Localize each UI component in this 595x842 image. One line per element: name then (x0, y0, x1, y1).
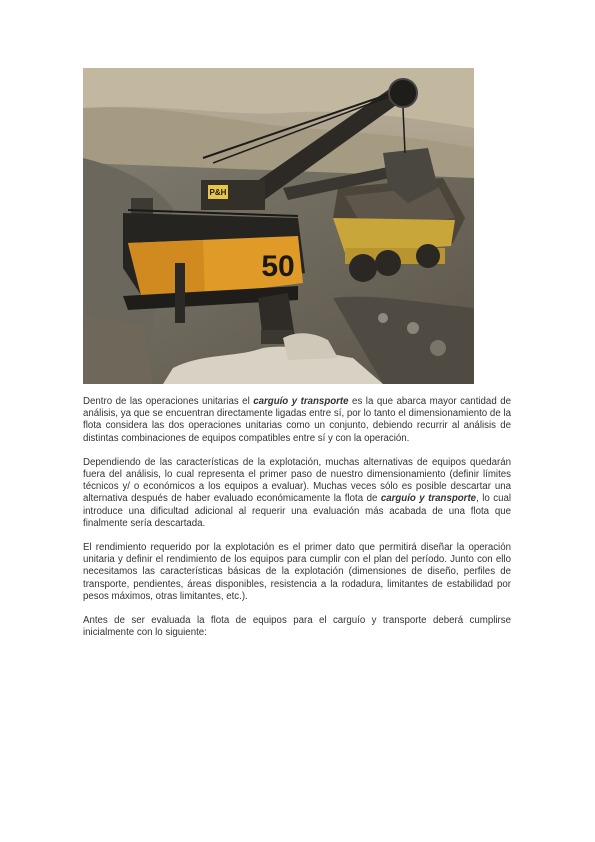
machine-number: 50 (261, 250, 295, 283)
paragraph-2-text-a: Dependiendo de las características de la explotación, muchas alternativas de equipos quedarán fuera del análisis, lo cual representa el primer paso de nuestro dimensionamiento (definir límites técnicos y/ o económicos a los equipos a evaluar). Muchas veces sólo es posible descartar una alternativa después de haber evaluado económicamente la flota de (83, 456, 511, 505)
paragraph-1-text-a: Dentro de las operaciones unitarias el (83, 396, 254, 407)
body-text (83, 396, 511, 651)
shovel-illustration (83, 68, 474, 384)
paragraph-3: El rendimiento requerido por la explotación es el primer dato que permitirá diseñar la operación unitaria y definir el rendimiento de los equipos para cumplir con el plan del período. Junto con ello necesitamos las características básicas de la explotación (dimensiones de diseño, perfiles de transporte, pendientes, áreas disponibles, resistencia a la rodadura, limitantes de estabilidad por pesos máximos, otras limitantes, etc.). (83, 542, 511, 602)
term-carguio-transporte: carguío y transporte (380, 493, 477, 505)
machine-label: P&H (209, 188, 227, 197)
paragraph-2-text-b: , lo cual introduce una dificultad adicional al requerir una evaluación más acabada de una flota que finalmente sería descartada. (83, 493, 512, 529)
paragraph-2 (83, 457, 511, 530)
mining-shovel-photo (83, 68, 474, 384)
paragraph-1-text-b: es la que abarca mayor cantidad de análisis, ya que se encuentran directamente ligadas entre sí, por lo tanto el dimensionamiento de la flota considera las dos operaciones unitarias como un conjunto, debiendo recurrir al análisis de distintas combinaciones de equipos compatibles entre sí y con la operación. (83, 396, 511, 444)
paragraph-1 (83, 396, 511, 445)
term-carguio-transporte: carguío y transporte (253, 396, 349, 407)
paragraph-4: Antes de ser evaluada la flota de equipos para el carguío y transporte deberá cumplirse inicialmente con lo siguiente: (83, 615, 511, 639)
